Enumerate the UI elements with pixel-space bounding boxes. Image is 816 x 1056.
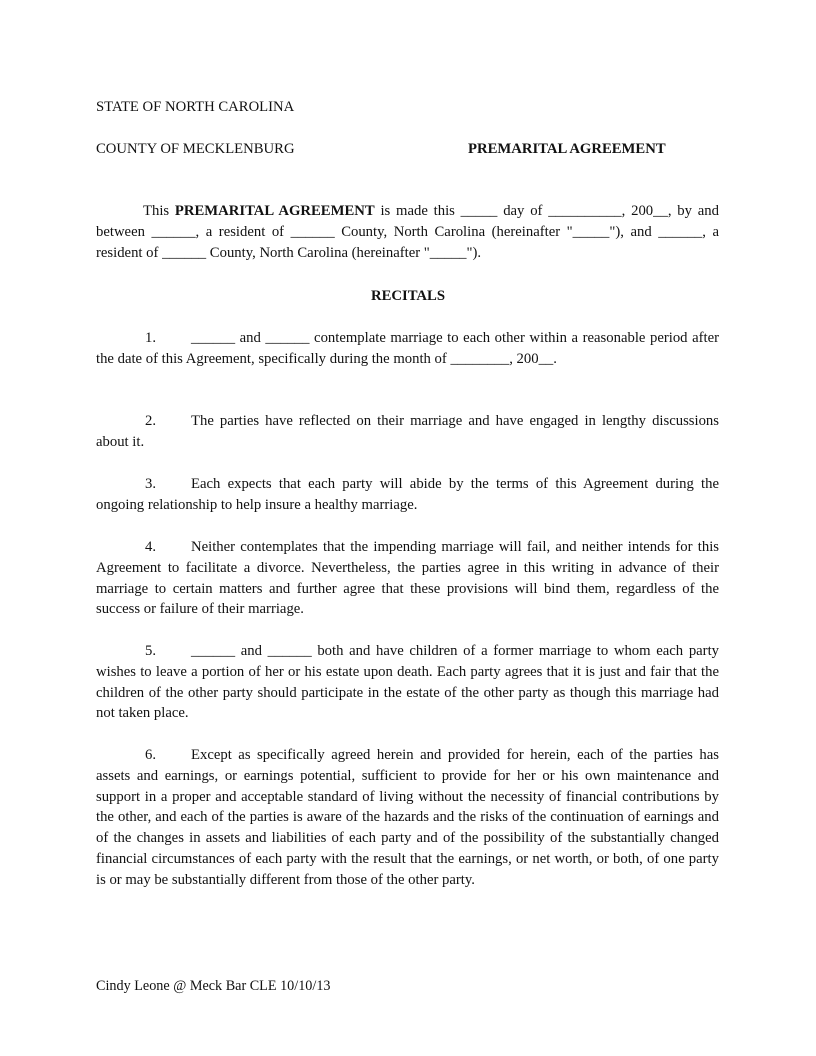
recital-3 bbox=[96, 474, 719, 516]
recital-number: 1. bbox=[145, 330, 157, 346]
recital-number: 2. bbox=[145, 413, 157, 429]
state-line: STATE OF NORTH CAROLINA bbox=[96, 99, 295, 115]
intro-paragraph bbox=[96, 201, 719, 263]
recital-5 bbox=[96, 641, 719, 724]
recitals-heading: RECITALS bbox=[370, 288, 445, 304]
recital-text: Neither contemplates that the impending marriage will fail, and neither intends for this Agreement to facilitate a divorce. Nevertheless, the parties agree in this writing in advance of their marriage to certain matters and further agree that these provisions will bind them, regardless of the success or failure of their marriage. bbox=[96, 539, 719, 618]
recital-text: ______ and ______ contemplate marriage to each other within a reasonable period after the date of this Agreement, specifically during the month of ________, 200__. bbox=[96, 330, 719, 367]
recital-text: Except as specifically agreed herein and provided for herein, each of the parties has assets and earnings, or earnings potential, sufficient to provide for her or his own maintenance and support in a proper and acceptable standard of living without the necessity of financial contributions by the other, and each of the parties is aware of the hazards and the risks of the continuation of earnings and of the changes in assets and liabilities of each party and of the possibility of the substantially changed financial circumstances of each party with the result that the earnings, or net worth, or both, of one party is or may be substantially different from those of the other party. bbox=[96, 747, 719, 888]
county-line: COUNTY OF MECKLENBURG bbox=[96, 141, 295, 157]
recital-number: 3. bbox=[145, 476, 157, 492]
recital-number: 6. bbox=[145, 747, 157, 763]
recital-number: 4. bbox=[145, 539, 157, 555]
recital-1 bbox=[96, 328, 719, 370]
recital-2 bbox=[96, 411, 719, 453]
recital-text: ______ and ______ both and have children of a former marriage to whom each party wishes to leave a portion of her or his estate upon death. Each party agrees that it is just and fair that the children of the other party should participate in the estate of the other party as though this marriage had not taken place. bbox=[96, 643, 719, 722]
intro-agreement-name: PREMARITAL AGREEMENT bbox=[174, 203, 375, 219]
recital-4 bbox=[96, 537, 719, 620]
intro-text: is made this _____ day of __________, 200__, by and between ______, a resident of ______ County, North Carolina (hereinafter "_____"), and ______, a resident of ______ County, North Carolina (hereinafter "_____"). bbox=[96, 203, 719, 261]
recital-6 bbox=[96, 745, 719, 891]
page-footer: Cindy Leone @ Meck Bar CLE 10/10/13 bbox=[96, 978, 331, 994]
recital-text: Each expects that each party will abide by the terms of this Agreement during the ongoing relationship to help insure a healthy marriage. bbox=[96, 476, 719, 513]
document-title: PREMARITAL AGREEMENT bbox=[468, 141, 666, 157]
recital-number: 5. bbox=[145, 643, 157, 659]
recital-text: The parties have reflected on their marriage and have engaged in lengthy discussions about it. bbox=[96, 413, 719, 450]
intro-lead: This bbox=[143, 203, 170, 219]
